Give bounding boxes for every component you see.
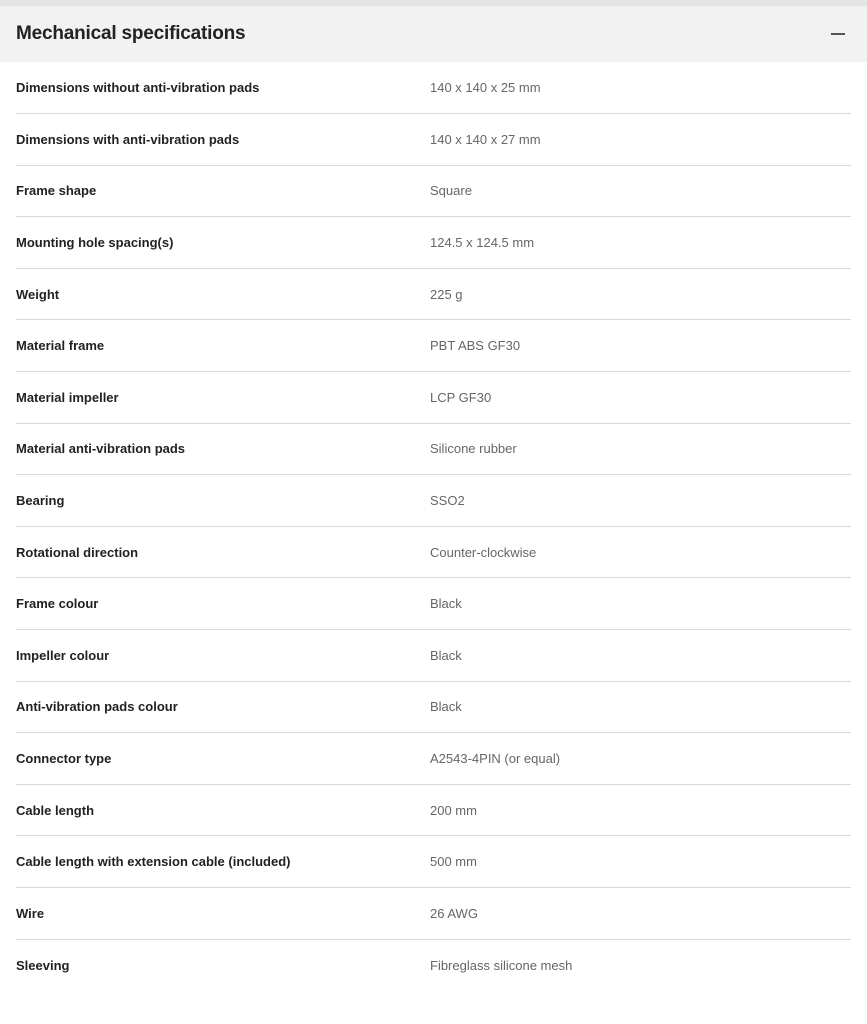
spec-label: Sleeving [16,957,70,973]
spec-label: Weight [16,286,60,302]
table-row [16,526,851,578]
table-row [16,836,851,888]
spec-label: Bearing [16,493,65,509]
spec-value: Counter-clockwise [430,544,537,560]
spec-value: LCP GF30 [430,389,492,405]
spec-label: Cable length [16,802,95,818]
table-row [16,268,851,320]
spec-label: Connector type [16,751,112,767]
spec-label: Wire [16,905,45,921]
spec-value: Silicone rubber [430,441,517,457]
minus-icon[interactable] [831,27,845,41]
table-row [16,681,851,733]
spec-label: Material anti-vibration pads [16,441,186,457]
section-title: Mechanical specifications [16,23,246,44]
spec-value: Black [430,647,462,663]
spec-table [16,62,851,991]
spec-label: Frame colour [16,596,99,612]
table-row [16,372,851,424]
table-row [16,888,851,940]
table-row [16,165,851,217]
spec-value: 26 AWG [430,905,478,921]
table-row [16,62,851,114]
spec-label: Material frame [16,338,105,354]
table-row [16,423,851,475]
spec-value: A2543-4PIN (or equal) [430,751,561,767]
section-header-mechanical-specifications[interactable] [0,6,867,62]
spec-value: 140 x 140 x 27 mm [430,131,541,147]
spec-label: Mounting hole spacing(s) [16,235,174,251]
spec-value: 124.5 x 124.5 mm [430,235,535,251]
table-row [16,578,851,630]
table-row [16,784,851,836]
table-row [16,217,851,269]
spec-label: Impeller colour [16,647,110,663]
table-row [16,320,851,372]
spec-value: Square [430,183,472,199]
table-row [16,630,851,682]
spec-label: Dimensions with anti-vibration pads [16,131,240,147]
spec-label: Frame shape [16,183,97,199]
spec-value: Black [430,699,462,715]
spec-label: Cable length with extension cable (included) [16,854,291,870]
spec-value: SSO2 [430,493,465,509]
spec-value: PBT ABS GF30 [430,338,521,354]
spec-label: Dimensions without anti-vibration pads [16,80,260,96]
spec-value: 140 x 140 x 25 mm [430,80,541,96]
spec-value: 225 g [430,286,463,302]
spec-value: 200 mm [430,802,477,818]
table-row [16,733,851,785]
spec-label: Rotational direction [16,544,139,560]
table-row [16,475,851,527]
table-row [16,114,851,166]
spec-value: Fibreglass silicone mesh [430,957,573,973]
spec-label: Anti-vibration pads colour [16,699,178,715]
spec-value: 500 mm [430,854,477,870]
table-row [16,939,851,991]
spec-label: Material impeller [16,389,119,405]
spec-value: Black [430,596,462,612]
